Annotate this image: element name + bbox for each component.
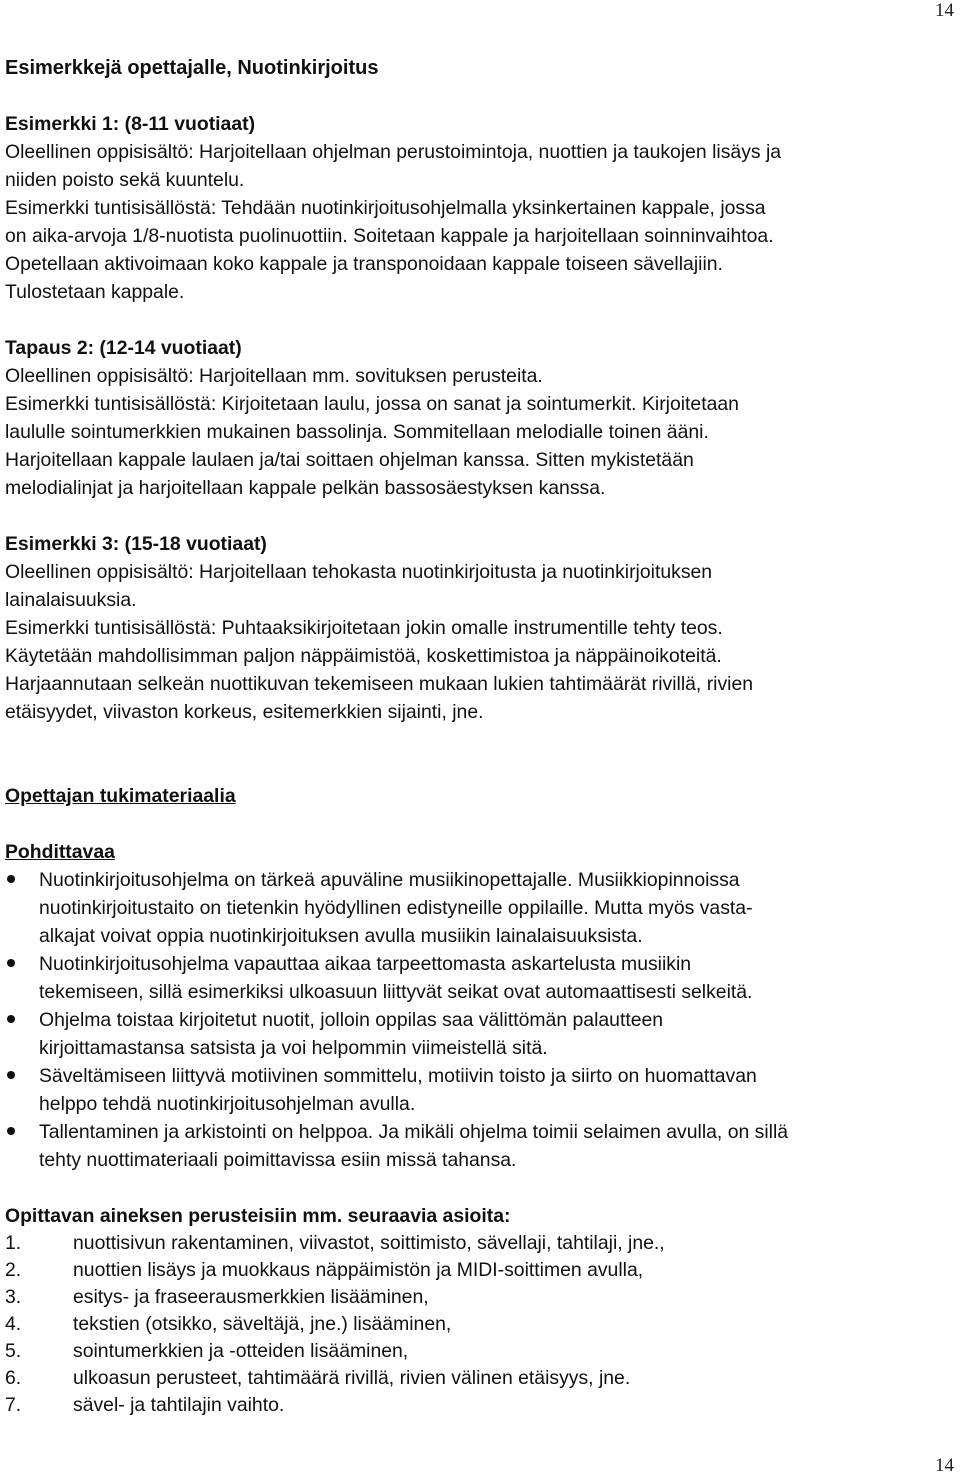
basics-section xyxy=(5,1202,957,1419)
example-3-heading: Esimerkki 3: (15-18 vuotiaat) xyxy=(5,533,267,555)
list-item-number: 4. xyxy=(5,1313,22,1335)
example-2-line: laululle sointumerkkien mukainen bassolinja. Sommitellaan melodialle toinen ääni. xyxy=(5,421,709,443)
page-number-bottom: 14 xyxy=(935,1455,954,1476)
list-item xyxy=(5,1062,957,1118)
list-item-text: nuottisivun rakentaminen, viivastot, soittimisto, sävellaji, tahtilaji, jne., xyxy=(73,1232,665,1254)
example-3-line: Esimerkki tuntisisällöstä: Puhtaaksikirjoitetaan jokin omalle instrumentille tehty teos. xyxy=(5,617,723,639)
list-item-number: 7. xyxy=(5,1394,22,1416)
example-1-line: Tulostetaan kappale. xyxy=(5,281,185,303)
example-3 xyxy=(5,530,957,726)
list-item-text: ulkoasun perusteet, tahtimäärä rivillä, rivien välinen etäisyys, jne. xyxy=(73,1367,631,1389)
list-item-number: 5. xyxy=(5,1340,22,1362)
basics-list xyxy=(5,1230,957,1419)
basics-heading: Opittavan aineksen perusteisiin mm. seuraavia asioita: xyxy=(5,1205,511,1227)
list-item-line: Nuotinkirjoitusohjelma vapauttaa aikaa tarpeettomasta askartelusta musiikin xyxy=(39,953,692,975)
list-item xyxy=(5,1311,957,1338)
list-item xyxy=(5,1284,957,1311)
list-item-line: Tallentaminen ja arkistointi on helppoa. Ja mikäli ohjelma toimii selaimen avulla, on sillä xyxy=(39,1121,789,1143)
list-item-number: 3. xyxy=(5,1286,22,1308)
list-item-line: kirjoittamastansa satsista ja voi helpommin viimeistellä sitä. xyxy=(39,1037,548,1059)
support-section xyxy=(5,782,957,1174)
list-item-line: alkajat voivat oppia nuotinkirjoituksen avulla musiikin lainalaisuuksista. xyxy=(39,925,643,947)
list-item-line: Nuotinkirjoitusohjelma on tärkeä apuväline musiikinopettajalle. Musiikkiopinnoissa xyxy=(39,869,740,891)
list-item-text: sointumerkkien ja -otteiden lisääminen, xyxy=(73,1340,409,1362)
list-item xyxy=(5,1257,957,1284)
list-item-number: 1. xyxy=(5,1232,22,1254)
list-item-line: Ohjelma toistaa kirjoitetut nuotit, jolloin oppilas saa välittömän palautteen xyxy=(39,1009,664,1031)
considerations-list xyxy=(5,866,957,1174)
example-1-heading: Esimerkki 1: (8-11 vuotiaat) xyxy=(5,113,256,135)
example-2-line: Esimerkki tuntisisällöstä: Kirjoitetaan laulu, jossa on sanat ja sointumerkit. Kirjoitetaan xyxy=(5,393,739,415)
example-2-line: Oleellinen oppisisältö: Harjoitellaan mm. sovituksen perusteita. xyxy=(5,365,543,387)
bullet-icon xyxy=(7,1127,15,1135)
bullet-icon xyxy=(7,1071,15,1079)
example-1-line: on aika-arvoja 1/8-nuotista puolinuottiin. Soitetaan kappale ja harjoitellaan soinninvaihtoa. xyxy=(5,225,774,247)
list-item-line: Säveltämiseen liittyvä motiivinen sommittelu, motiivin toisto ja siirto on huomattavan xyxy=(39,1065,757,1087)
list-item xyxy=(5,1365,957,1392)
example-3-line: lainalaisuuksia. xyxy=(5,589,137,611)
page-number-top: 14 xyxy=(935,0,954,21)
list-item xyxy=(5,1392,957,1419)
example-3-line: Käytetään mahdollisimman paljon näppäimistöä, koskettimistoa ja näppäinoikoteitä. xyxy=(5,645,722,667)
list-item-line: helppo tehdä nuotinkirjoitusohjelman avulla. xyxy=(39,1093,416,1115)
list-item-text: sävel- ja tahtilajin vaihto. xyxy=(73,1394,285,1416)
example-2 xyxy=(5,334,957,502)
bullet-icon xyxy=(7,875,15,883)
example-1-line: niiden poisto sekä kuuntelu. xyxy=(5,169,245,191)
list-item xyxy=(5,1338,957,1365)
bullet-icon xyxy=(7,1015,15,1023)
example-3-line: Harjaannutaan selkeän nuottikuvan tekemiseen mukaan lukien tahtimäärät rivillä, rivien xyxy=(5,673,754,695)
example-3-line: etäisyydet, viivaston korkeus, esitemerkkien sijainti, jne. xyxy=(5,701,484,723)
example-2-heading: Tapaus 2: (12-14 vuotiaat) xyxy=(5,337,242,359)
list-item-line: tehty nuottimateriaali poimittavissa esiin missä tahansa. xyxy=(39,1149,517,1171)
bullet-icon xyxy=(7,959,15,967)
list-item xyxy=(5,1118,957,1174)
list-item-line: tekemiseen, sillä esimerkiksi ulkoasuun liittyvät seikat ovat automaattisesti selkeitä. xyxy=(39,981,753,1003)
support-heading: Opettajan tukimateriaalia xyxy=(5,785,236,807)
list-item-line: nuotinkirjoitustaito on tietenkin hyödyllinen edistyneille oppilaille. Mutta myös vasta- xyxy=(39,897,753,919)
example-3-line: Oleellinen oppisisältö: Harjoitellaan tehokasta nuotinkirjoitusta ja nuotinkirjoituksen xyxy=(5,561,713,583)
list-item xyxy=(5,866,957,950)
support-subheading: Pohdittavaa xyxy=(5,841,115,863)
example-2-line: Harjoitellaan kappale laulaen ja/tai soittaen ohjelman kanssa. Sitten mykistetään xyxy=(5,449,694,471)
example-1 xyxy=(5,110,957,306)
example-1-line: Esimerkki tuntisisällöstä: Tehdään nuotinkirjoitusohjelmalla yksinkertainen kappale, jossa xyxy=(5,197,766,219)
list-item-number: 2. xyxy=(5,1259,22,1281)
document-body xyxy=(5,54,957,1419)
example-1-line: Oleellinen oppisisältö: Harjoitellaan ohjelman perustoimintoja, nuottien ja taukojen lisäys ja xyxy=(5,141,782,163)
list-item-number: 6. xyxy=(5,1367,22,1389)
list-item xyxy=(5,950,957,1006)
example-1-line: Opetellaan aktivoimaan koko kappale ja transponoidaan kappale toiseen sävellajiin. xyxy=(5,253,723,275)
list-item-text: esitys- ja fraseerausmerkkien lisääminen, xyxy=(73,1286,429,1308)
example-2-line: melodialinjat ja harjoitellaan kappale pelkän bassosäestyksen kanssa. xyxy=(5,477,606,499)
list-item-text: nuottien lisäys ja muokkaus näppäimistön ja MIDI-soittimen avulla, xyxy=(73,1259,644,1281)
list-item-text: tekstien (otsikko, säveltäjä, jne.) lisääminen, xyxy=(73,1313,452,1335)
document-title: Esimerkkejä opettajalle, Nuotinkirjoitus xyxy=(5,57,379,79)
list-item xyxy=(5,1230,957,1257)
list-item xyxy=(5,1006,957,1062)
